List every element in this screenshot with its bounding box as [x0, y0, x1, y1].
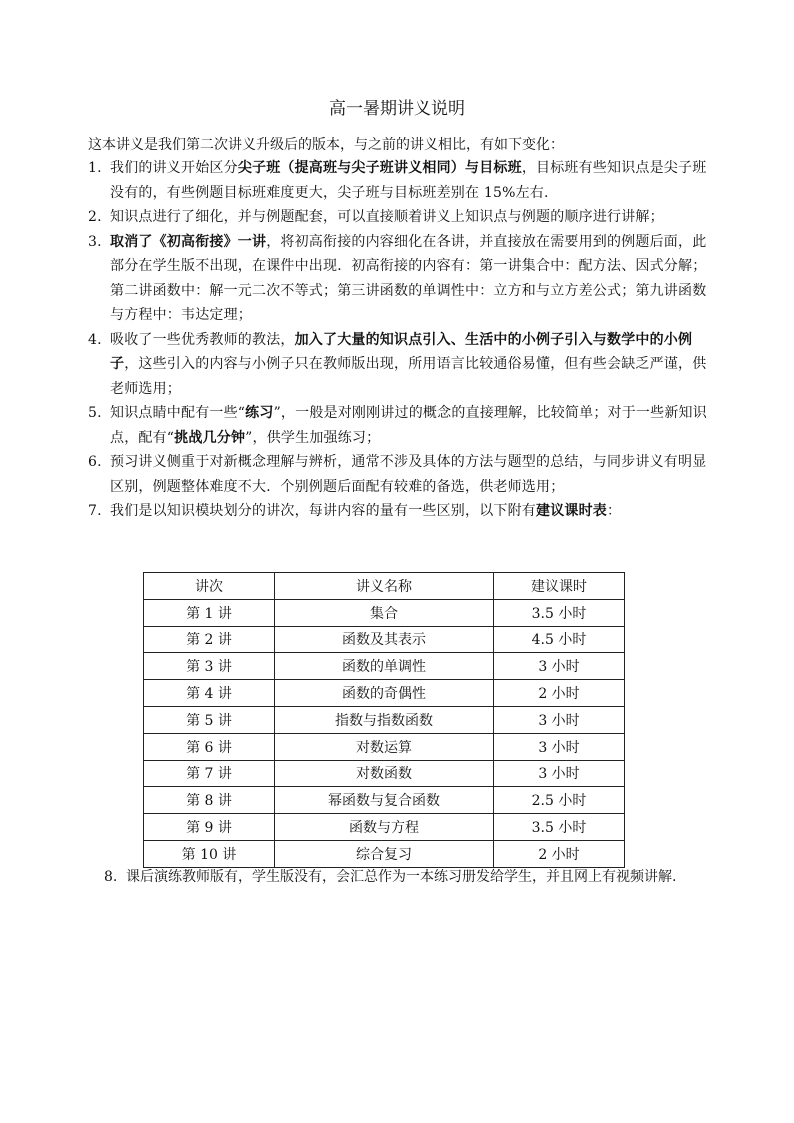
cell-lecture: 第 5 讲 [144, 706, 275, 733]
list-item [88, 156, 712, 205]
cell-name: 函数的单调性 [275, 653, 494, 680]
cell-hours: 4.5 小时 [494, 626, 625, 653]
table-row [144, 599, 625, 626]
cell-name: 指数与指数函数 [275, 706, 494, 733]
table-row [144, 760, 625, 787]
item-text: 吸收了一些优秀教师的教法， [110, 331, 295, 348]
item-text: ”，供学生加强练习； [245, 429, 381, 446]
cell-name: 集合 [275, 599, 494, 626]
table-row [144, 814, 625, 841]
cell-hours: 2 小时 [494, 680, 625, 707]
cell-hours: 3.5 小时 [494, 599, 625, 626]
cell-lecture: 第 4 讲 [144, 680, 275, 707]
item-number: 3. [88, 233, 102, 250]
table-row [144, 626, 625, 653]
cell-name: 函数的奇偶性 [275, 680, 494, 707]
table-row [144, 653, 625, 680]
item-number: 8. [104, 869, 118, 885]
item-text: ，目标班有些知识点是尖子班没有的，有些例题目标班难度更大，尖子班与目标班差别在 15%左右. [110, 160, 707, 201]
cell-lecture: 第 8 讲 [144, 787, 275, 814]
emphasis-text: 加入了大量的知识点引入、生活中的小例子引入与数学中的小例子 [110, 331, 693, 372]
item-number: 5. [88, 405, 102, 421]
cell-name: 函数与方程 [275, 814, 494, 841]
cell-name: 对数运算 [275, 733, 494, 760]
table-row [144, 680, 625, 707]
emphasis-text: 建议课时表 [536, 503, 607, 519]
table-header-row [144, 573, 625, 600]
table-row [144, 706, 625, 733]
header-lecture: 讲次 [144, 573, 275, 600]
cell-hours: 3.5 小时 [494, 814, 625, 841]
item-text: ”，一般是对刚刚讲过的概念的直接理解，比较简单；对于一些新知识点，配有“ [110, 405, 707, 446]
cell-lecture: 第 6 讲 [144, 733, 275, 760]
item-text: 知识点进行了细化，并与例题配套，可以直接顺着讲义上知识点与例题的顺序进行讲解； [110, 209, 664, 225]
item-text: 预习讲义侧重于对新概念理解与辨析，通常不涉及具体的方法与题型的总结，与同步讲义有明显区别，例题整体难度不大．个别例题后面配有较难的备选，供老师选用； [110, 454, 707, 495]
item-number: 1. [88, 160, 102, 176]
emphasis-text: 尖子班（提高班与尖子班讲义相同）与目标班 [237, 160, 522, 176]
cell-lecture: 第 9 讲 [144, 814, 275, 841]
header-hours: 建议课时 [494, 573, 625, 600]
item-number: 6. [88, 454, 102, 470]
item-text: 课后演练教师版有，学生版没有，会汇总作为一本练习册发给学生，并且网上有视频讲解. [126, 869, 677, 885]
item-number: 7. [88, 503, 102, 519]
list-item [88, 328, 712, 402]
item-number: 4. [88, 331, 102, 348]
table-row [144, 840, 625, 867]
cell-lecture: 第 1 讲 [144, 599, 275, 626]
intro-paragraph: 这本讲义是我们第二次讲义升级后的版本，与之前的讲义相比，有如下变化： [88, 137, 564, 153]
item-text: ： [607, 503, 622, 519]
emphasis-text: 取消了《初高衔接》一讲 [110, 233, 267, 250]
cell-hours: 3 小时 [494, 733, 625, 760]
cell-name: 函数及其表示 [275, 626, 494, 653]
change-list [88, 156, 712, 524]
cell-hours: 3 小时 [494, 706, 625, 733]
item-text: 知识点睛中配有一些“ [110, 405, 246, 421]
item-text: ，这些引入的内容与小例子只在教师版出现，所用语言比较通俗易懂，但有些会缺乏严谨，供老师选用； [110, 356, 707, 397]
header-name: 讲义名称 [275, 573, 494, 600]
cell-hours: 3 小时 [494, 760, 625, 787]
cell-name: 综合复习 [275, 840, 494, 867]
item-text: 我们是以知识模块划分的讲次，每讲内容的量有一些区别，以下附有 [110, 503, 536, 519]
page-title: 高一暑期讲义说明 [329, 99, 465, 119]
list-item [88, 499, 712, 524]
table-row [144, 733, 625, 760]
cell-lecture: 第 3 讲 [144, 653, 275, 680]
cell-lecture: 第 2 讲 [144, 626, 275, 653]
cell-lecture: 第 7 讲 [144, 760, 275, 787]
list-item [88, 205, 712, 230]
list-item [88, 230, 712, 328]
cell-hours: 2 小时 [494, 840, 625, 867]
emphasis-text: 挑战几分钟 [174, 429, 246, 446]
list-item [88, 401, 712, 450]
cell-name: 幂函数与复合函数 [275, 787, 494, 814]
item-text: ，将初高衔接的内容细化在各讲，并直接放在需要用到的例题后面，此部分在学生版不出现，在课件中出现．初高衔接的内容有：第一讲集合中：配方法、因式分解；第二讲函数中：解一元二次不等式；第三讲函数的单调性中：立方和与立方差公式；第九讲函数与方程中：韦达定理； [110, 233, 707, 323]
list-item-8 [104, 866, 736, 888]
table-row [144, 787, 625, 814]
cell-name: 对数函数 [275, 760, 494, 787]
item-text: 我们的讲义开始区分 [110, 160, 238, 176]
cell-hours: 3 小时 [494, 653, 625, 680]
schedule-table [143, 572, 625, 868]
list-item [88, 450, 712, 499]
cell-lecture: 第 10 讲 [144, 840, 275, 867]
emphasis-text: 练习 [245, 405, 274, 421]
cell-hours: 2.5 小时 [494, 787, 625, 814]
item-number: 2. [88, 209, 102, 225]
